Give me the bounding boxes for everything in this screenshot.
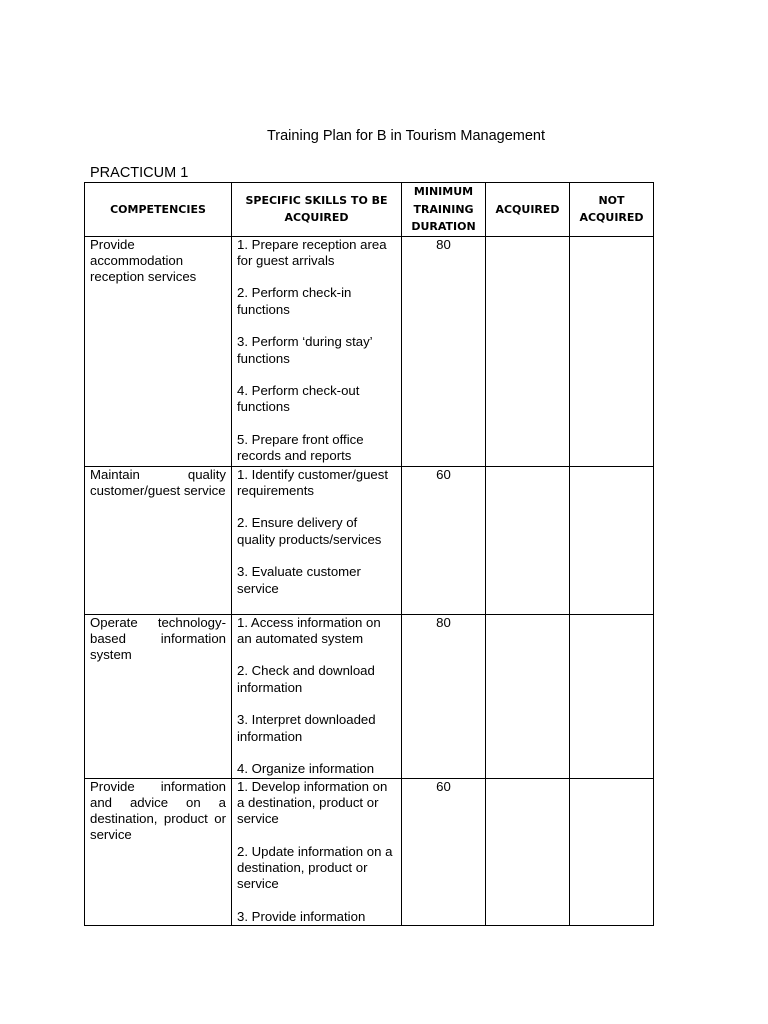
- training-plan-table: [84, 182, 654, 926]
- table-row: [85, 236, 654, 466]
- acquired-cell: [486, 466, 570, 614]
- skill-item: 2. Update information on a destination, product or service: [237, 843, 393, 892]
- competency-cell: Maintain quality customer/guest service: [85, 466, 232, 614]
- competency-cell: Provide accommodation reception services: [85, 236, 232, 466]
- table-row: [85, 614, 654, 778]
- table-header-row: [85, 183, 654, 237]
- skill-item: 3. Interpret downloaded information: [237, 712, 376, 744]
- duration-cell: 60: [402, 466, 486, 614]
- skills-cell: [232, 466, 402, 614]
- duration-cell: 80: [402, 614, 486, 778]
- competency-cell: Provide information and advice on a destination, product or service: [85, 778, 232, 926]
- duration-cell: 80: [402, 236, 486, 466]
- header-competencies: COMPETENCIES: [85, 183, 232, 237]
- table-row: [85, 466, 654, 614]
- not-acquired-cell: [570, 236, 654, 466]
- header-acquired: ACQUIRED: [486, 183, 570, 237]
- acquired-cell: [486, 778, 570, 926]
- skill-item: 2. Check and download information: [237, 663, 375, 695]
- not-acquired-cell: [570, 614, 654, 778]
- skills-cell: [232, 236, 402, 466]
- header-duration: MINIMUM TRAINING DURATION: [402, 183, 486, 237]
- skill-item: 1. Develop information on a destination, product or service: [237, 778, 388, 827]
- skill-item: 4. Organize information: [237, 761, 375, 777]
- table-row: [85, 778, 654, 926]
- skill-item: 2. Ensure delivery of quality products/services: [237, 515, 382, 547]
- duration-cell: 60: [402, 778, 486, 926]
- skill-item: 2. Perform check-in functions: [237, 285, 352, 317]
- skill-item: 1. Identify customer/guest requirements: [237, 466, 388, 498]
- skill-item: 5. Prepare front office records and reports: [237, 432, 364, 464]
- skill-item: 3. Provide information: [237, 908, 366, 924]
- not-acquired-cell: [570, 778, 654, 926]
- skill-item: 1. Prepare reception area for guest arrivals: [237, 236, 387, 268]
- not-acquired-cell: [570, 466, 654, 614]
- header-not-acquired: NOT ACQUIRED: [570, 183, 654, 237]
- header-skills: SPECIFIC SKILLS TO BE ACQUIRED: [232, 183, 402, 237]
- skill-item: 3. Evaluate customer service: [237, 564, 361, 596]
- document-title: Training Plan for B in Tourism Management: [266, 128, 546, 144]
- section-label: PRACTICUM 1: [90, 165, 189, 181]
- skills-cell: [232, 778, 402, 926]
- skill-item: 4. Perform check-out functions: [237, 383, 360, 415]
- competency-cell: Operate technology-based information system: [85, 614, 232, 778]
- skill-item: 3. Perform ‘during stay’ functions: [237, 334, 373, 366]
- skills-cell: [232, 614, 402, 778]
- acquired-cell: [486, 614, 570, 778]
- acquired-cell: [486, 236, 570, 466]
- skill-item: 1. Access information on an automated system: [237, 614, 381, 646]
